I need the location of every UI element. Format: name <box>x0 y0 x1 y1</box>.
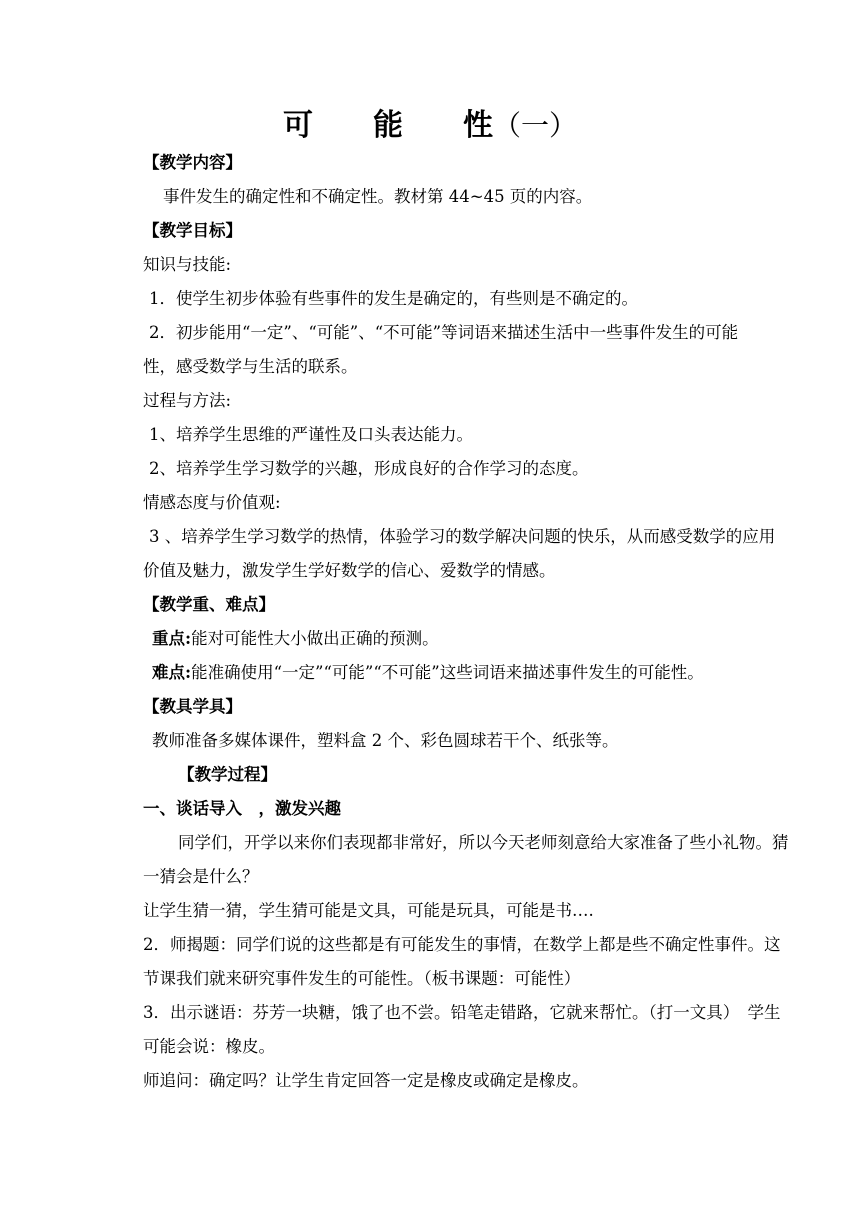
title-char-1: 可 <box>282 108 313 143</box>
list-item-emotion-3-cont: 价值及魅力，激发学生学好数学的信心、爱数学的情感。 <box>143 561 556 580</box>
subheading-emotion: 情感态度与价值观: <box>143 493 281 512</box>
paragraph-step2-line1: 2．师揭题：同学们说的这些都是有可能发生的事情，在数学上都是些不确定性事件。这 <box>143 935 781 954</box>
section-heading-goals: 【教学目标】 <box>143 221 242 240</box>
paragraph-step3-line1: 3．出示谜语：芬芳一块糖，饿了也不尝。铅笔走错路，它就来帮忙。（打一文具） 学生 <box>143 1003 781 1022</box>
page-title <box>0 104 860 148</box>
paragraph-step3-line2: 可能会说：橡皮。 <box>143 1037 275 1056</box>
subheading-process: 过程与方法: <box>143 391 232 410</box>
list-item-process-2: 2、培养学生学习数学的兴趣，形成良好的合作学习的态度。 <box>149 459 589 478</box>
title-char-2: 能 <box>372 108 403 143</box>
paragraph-tools: 教师准备多媒体课件，塑料盒 2 个、彩色圆球若干个、纸张等。 <box>152 731 619 750</box>
paragraph-key-point <box>152 622 842 656</box>
difficult-point-text: 能准确使用“一定”“可能”“不可能”这些词语来描述事件发生的可能性。 <box>191 663 704 682</box>
paragraph-step1-line1: 同学们，开学以来你们表现都非常好，所以今天老师刻意给大家准备了些小礼物。猜 <box>178 833 789 852</box>
key-point-label: 重点: <box>152 629 192 648</box>
paragraph-step2-line2: 节课我们就来研究事件发生的可能性。（板书课题：可能性） <box>143 969 581 988</box>
difficult-point-label: 难点: <box>152 663 192 682</box>
paragraph-difficult-point <box>152 656 842 690</box>
list-item-knowledge-2-cont: 性，感受数学与生活的联系。 <box>143 357 358 376</box>
title-suffix: （一） <box>492 109 577 142</box>
list-item-process-1: 1、培养学生思维的严谨性及口头表达能力。 <box>149 425 473 444</box>
list-item-knowledge-1: 1．使学生初步体验有些事件的发生是确定的，有些则是不确定的。 <box>149 289 638 308</box>
section-heading-tools: 【教具学具】 <box>143 697 242 716</box>
list-item-knowledge-2: 2．初步能用“一定”、“可能”、“不可能”等词语来描述生活中一些事件发生的可能 <box>149 323 739 342</box>
section-heading-content: 【教学内容】 <box>143 153 242 172</box>
subheading-knowledge: 知识与技能: <box>143 255 232 274</box>
paragraph-step1-line3: 让学生猜一猜，学生猜可能是文具，可能是玩具，可能是书…. <box>143 901 594 920</box>
paragraph-content: 事件发生的确定性和不确定性。教材第 44~45 页的内容。 <box>163 187 593 206</box>
list-item-emotion-3: 3 、培养学生学习数学的热情，体验学习的数学解决问题的快乐，从而感受数学的应用 <box>149 527 776 546</box>
section-heading-key-points: 【教学重、难点】 <box>143 595 275 614</box>
key-point-text: 能对可能性大小做出正确的预测。 <box>191 629 439 648</box>
title-char-3: 性 <box>462 108 493 143</box>
paragraph-step3-line3: 师追问：确定吗？让学生肯定回答一定是橡皮或确定是橡皮。 <box>143 1071 589 1090</box>
paragraph-step1-line2: 一猜会是什么？ <box>143 867 259 886</box>
step-heading-1: 一、谈话导入 ，激发兴趣 <box>143 799 341 818</box>
section-heading-teaching-process: 【教学过程】 <box>178 765 277 784</box>
